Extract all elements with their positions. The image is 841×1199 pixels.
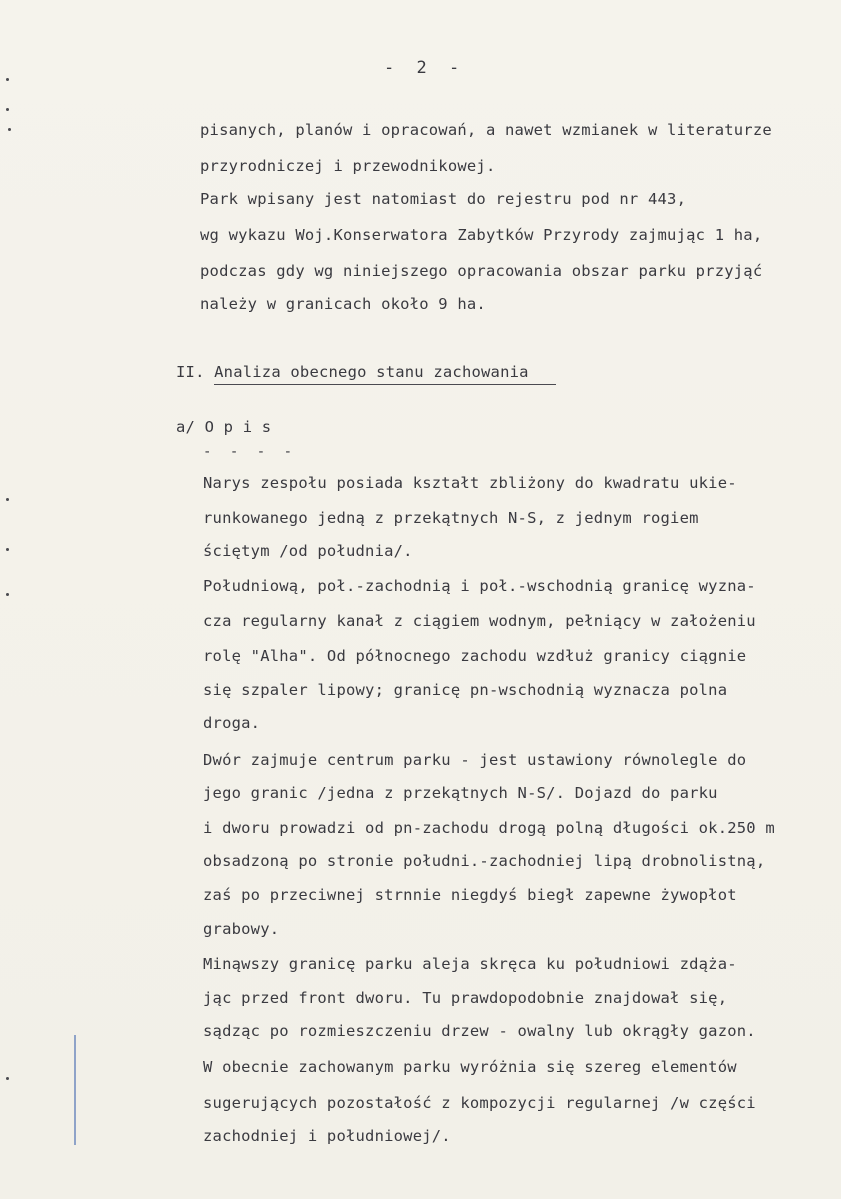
heading-underline	[214, 384, 556, 385]
margin-dot	[8, 128, 11, 131]
text-line: sugerujących pozostałość z kompozycji regularnej /w części	[203, 1094, 756, 1112]
margin-dot	[6, 498, 9, 501]
text-line: Minąwszy granicę parku aleja skręca ku południowi zdąża-	[203, 955, 737, 973]
text-line: Narys zespołu posiada kształt zbliżony do kwadratu ukie-	[203, 474, 737, 492]
text-line: runkowanego jedną z przekątnych N-S, z jednym rogiem	[203, 509, 699, 527]
text-line: należy w granicach około 9 ha.	[200, 295, 486, 313]
margin-pencil-mark	[74, 1035, 76, 1145]
margin-dot	[6, 548, 9, 551]
text-line: Dwór zajmuje centrum parku - jest ustawiony równolegle do	[203, 751, 747, 769]
text-line: pisanych, planów i opracowań, a nawet wzmianek w literaturze	[200, 121, 772, 139]
text-line: zachodniej i południowej/.	[203, 1127, 451, 1145]
text-line: obsadzoną po stronie południ.-zachodniej lipą drobnolistną,	[203, 852, 766, 870]
text-line: sądząc po rozmieszczeniu drzew - owalny lub okrągły gazon.	[203, 1022, 756, 1040]
subsection-heading: a/ O p i s	[176, 418, 272, 436]
text-line: ściętym /od południa/.	[203, 542, 413, 560]
text-line: Park wpisany jest natomiast do rejestru pod nr 443,	[200, 190, 687, 208]
margin-dot	[6, 1077, 9, 1080]
text-line: wg wykazu Woj.Konserwatora Zabytków Przyrody zajmując 1 ha,	[200, 226, 763, 244]
text-line: i dworu prowadzi od pn-zachodu drogą polną długości ok.250 m	[203, 819, 775, 837]
text-line: W obecnie zachowanym parku wyróżnia się szereg elementów	[203, 1058, 737, 1076]
subsection-underline: - - - -	[203, 444, 298, 460]
text-line: zaś po przeciwnej strnnie niegdyś biegł zapewne żywopłot	[203, 886, 737, 904]
text-line: grabowy.	[203, 920, 280, 938]
margin-dot	[6, 108, 9, 111]
text-line: Południową, poł.-zachodnią i poł.-wschodnią granicę wyzna-	[203, 577, 756, 595]
text-line: przyrodniczej i przewodnikowej.	[200, 157, 496, 175]
text-line: podczas gdy wg niniejszego opracowania obszar parku przyjąć	[200, 262, 763, 280]
margin-dot	[6, 78, 9, 81]
margin-dot	[6, 593, 9, 596]
text-line: rolę "Alha". Od północnego zachodu wzdłuż granicy ciągnie	[203, 647, 747, 665]
text-line: jego granic /jedna z przekątnych N-S/. Dojazd do parku	[203, 784, 718, 802]
text-line: jąc przed front dworu. Tu prawdopodobnie znajdował się,	[203, 989, 728, 1007]
page-number: - 2 -	[384, 58, 466, 78]
section-heading: II. Analiza obecnego stanu zachowania	[176, 363, 529, 381]
text-line: się szpaler lipowy; granicę pn-wschodnią wyznacza polna	[203, 681, 728, 699]
text-line: cza regularny kanał z ciągiem wodnym, pełniący w założeniu	[203, 612, 756, 630]
text-line: droga.	[203, 714, 261, 732]
